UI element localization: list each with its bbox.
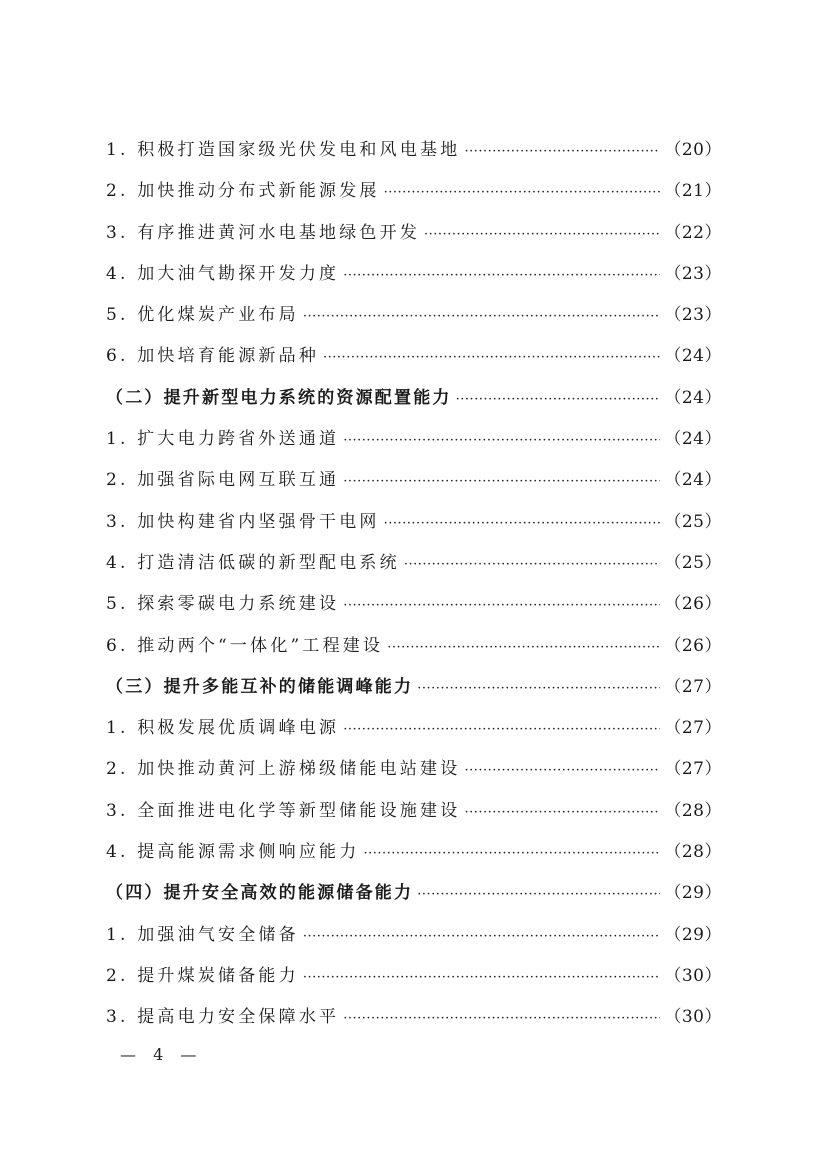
toc-entry-title: 2. 提升煤炭储备能力	[106, 965, 299, 986]
toc-entry[interactable]	[106, 915, 722, 956]
toc-entry-page: （23）	[664, 263, 722, 284]
dot-leader	[343, 420, 660, 461]
toc-section-entry[interactable]	[106, 378, 722, 419]
toc-entry-title: 4. 加大油气勘探开发力度	[106, 263, 340, 284]
dot-leader	[404, 544, 661, 585]
toc-entry-page: （28）	[664, 800, 722, 821]
dot-leader	[303, 957, 661, 998]
toc-entry[interactable]	[106, 749, 722, 790]
dot-leader	[417, 668, 660, 709]
toc-entry[interactable]	[106, 502, 722, 543]
dot-leader	[303, 296, 661, 337]
toc-entry-title: 3. 全面推进电化学等新型储能设施建设	[106, 800, 461, 821]
toc-entry-page: （29）	[664, 883, 722, 904]
toc-entry-page: （29）	[664, 924, 722, 945]
toc-entry[interactable]	[106, 460, 722, 501]
toc-entry[interactable]	[106, 213, 722, 254]
toc-entry-title: 4. 提高能源需求侧响应能力	[106, 842, 360, 863]
toc-entry[interactable]	[106, 956, 722, 997]
toc-entry-page: （27）	[664, 759, 722, 780]
toc-entry[interactable]	[106, 419, 722, 460]
toc-section-entry[interactable]	[106, 873, 722, 914]
toc-entry-title: 4. 打造清洁低碳的新型配电系统	[106, 552, 400, 573]
toc-entry[interactable]	[106, 832, 722, 873]
dot-leader	[323, 337, 660, 378]
toc-entry-title: 3. 加快构建省内坚强骨干电网	[106, 511, 380, 532]
toc-entry-title: 2. 加快推动分布式新能源发展	[106, 181, 380, 202]
toc-entry[interactable]	[106, 791, 722, 832]
toc-entry-title: 5. 优化煤炭产业布局	[106, 305, 299, 326]
toc-entry-page: （23）	[664, 305, 722, 326]
dot-leader	[384, 503, 661, 544]
toc-entry-page: （26）	[664, 635, 722, 656]
toc-entry-page: （24）	[664, 470, 722, 491]
toc-entry-page: （30）	[664, 1007, 722, 1028]
toc-entry-page: （24）	[664, 387, 722, 408]
table-of-contents	[106, 130, 722, 1039]
dot-leader	[387, 627, 660, 668]
toc-entry-title: 1. 积极打造国家级光伏发电和风电基地	[106, 140, 461, 160]
dot-leader	[464, 750, 660, 791]
toc-section-title: （三）提升多能互补的储能调峰能力	[106, 676, 414, 697]
dot-leader	[456, 379, 661, 420]
dot-leader	[417, 874, 660, 915]
toc-entry[interactable]	[106, 130, 722, 171]
toc-entry[interactable]	[106, 254, 722, 295]
toc-section-title: （四）提升安全高效的能源储备能力	[106, 883, 414, 904]
dot-leader	[464, 131, 660, 172]
toc-entry-page: （22）	[664, 222, 722, 243]
toc-entry-title: 2. 加强省际电网互联互通	[106, 470, 340, 491]
toc-entry-title: 1. 加强油气安全储备	[106, 924, 299, 945]
toc-entry-page: （24）	[664, 429, 722, 450]
dot-leader	[363, 833, 660, 874]
toc-entry[interactable]	[106, 584, 722, 625]
toc-entry-title: 3. 有序推进黄河水电基地绿色开发	[106, 222, 421, 243]
toc-entry-title: 6. 推动两个“一体化”工程建设	[106, 635, 384, 656]
toc-entry-page: （27）	[664, 676, 722, 697]
toc-entry[interactable]	[106, 997, 722, 1038]
dot-leader	[343, 255, 660, 296]
toc-entry[interactable]	[106, 336, 722, 377]
dot-leader	[343, 998, 660, 1039]
toc-entry[interactable]	[106, 543, 722, 584]
toc-entry-page: （30）	[664, 965, 722, 986]
toc-entry-title: 1. 积极发展优质调峰电源	[106, 718, 340, 739]
toc-entry[interactable]	[106, 295, 722, 336]
toc-entry-page: （20）	[664, 140, 722, 160]
toc-section-title: （二）提升新型电力系统的资源配置能力	[106, 387, 452, 408]
toc-entry-title: 3. 提高电力安全保障水平	[106, 1007, 340, 1028]
dot-leader	[303, 916, 661, 957]
toc-entry-title: 5. 探索零碳电力系统建设	[106, 594, 340, 615]
toc-entry-title: 2. 加快推动黄河上游梯级储能电站建设	[106, 759, 461, 780]
toc-entry-page: （21）	[664, 181, 722, 202]
toc-entry-title: 1. 扩大电力跨省外送通道	[106, 429, 340, 450]
dot-leader	[424, 214, 660, 255]
dot-leader	[343, 585, 660, 626]
dot-leader	[343, 709, 660, 750]
toc-entry-page: （28）	[664, 842, 722, 863]
toc-entry-page: （25）	[664, 511, 722, 532]
dot-leader	[464, 792, 660, 833]
toc-entry-page: （26）	[664, 594, 722, 615]
toc-entry-page: （27）	[664, 718, 722, 739]
toc-entry-page: （25）	[664, 552, 722, 573]
toc-section-entry[interactable]	[106, 667, 722, 708]
toc-entry[interactable]	[106, 626, 722, 667]
dot-leader	[384, 172, 661, 213]
toc-entry[interactable]	[106, 171, 722, 212]
dot-leader	[343, 461, 660, 502]
toc-entry-title: 6. 加快培育能源新品种	[106, 346, 320, 367]
toc-entry-page: （24）	[664, 346, 722, 367]
page-number-footer: — 4 —	[120, 1045, 203, 1064]
toc-entry[interactable]	[106, 708, 722, 749]
